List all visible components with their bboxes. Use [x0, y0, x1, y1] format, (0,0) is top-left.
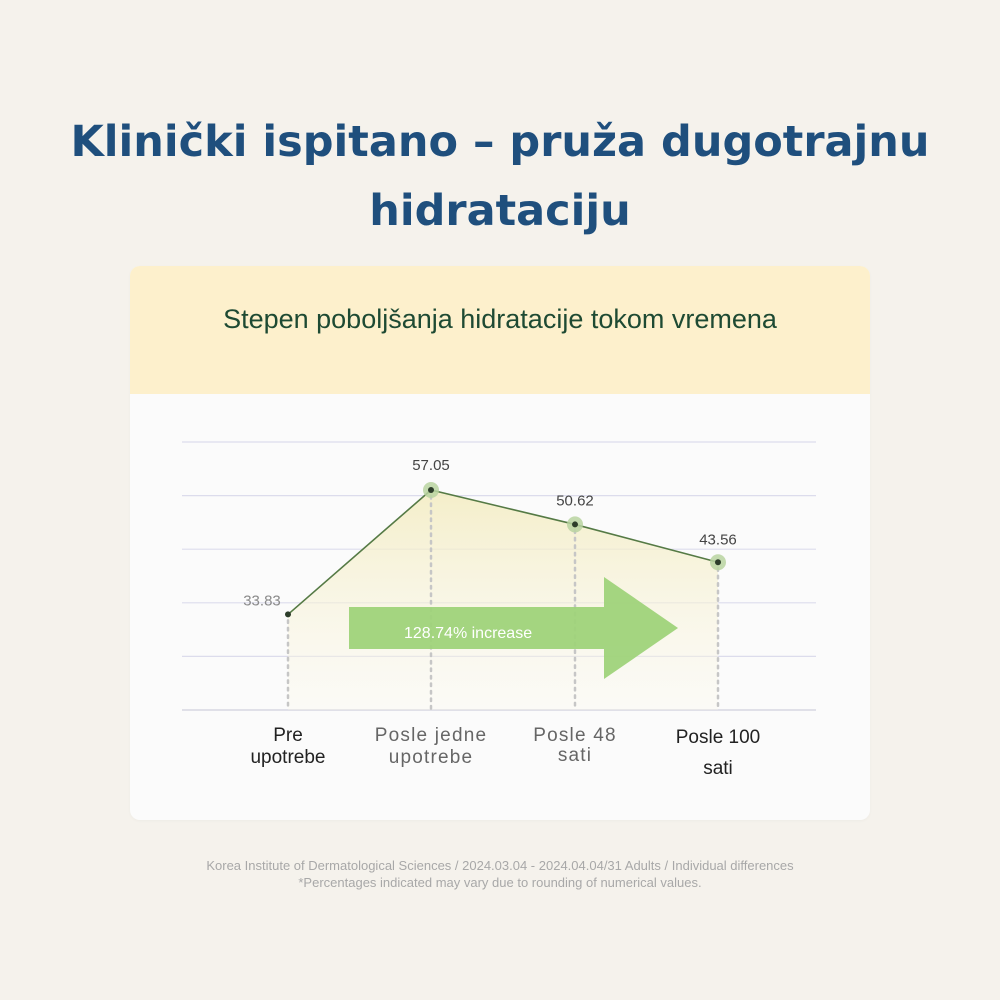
data-label: 43.56 — [699, 531, 737, 549]
x-tick-label: Posle 100 sati — [675, 727, 761, 779]
increase-annotation: 128.74% increase — [404, 625, 533, 642]
x-tick-label: Posle jedne upotrebe — [374, 725, 488, 768]
data-point — [285, 611, 291, 617]
data-point — [715, 559, 721, 565]
data-point — [572, 521, 578, 527]
chart-title: Stepen poboljšanja hidratacije tokom vremena — [223, 304, 777, 334]
data-label: 50.62 — [556, 492, 594, 510]
headline: Klinički ispitano – pruža dugotrajnu hidrataciju — [70, 117, 930, 236]
data-label: 33.83 — [243, 592, 281, 610]
area-fill — [288, 490, 718, 710]
x-tick-label: Posle 48 sati — [533, 725, 617, 766]
footer — [0, 857, 1000, 891]
footer-source: Korea Institute of Dermatological Sciences / 2024.03.04 - 2024.04.04/31 Adults / Individual differences — [206, 858, 794, 873]
chart-card — [130, 266, 870, 820]
data-point — [428, 487, 434, 493]
data-label: 57.05 — [412, 456, 450, 474]
footer-note: *Percentages indicated may vary due to rounding of numerical values. — [298, 875, 702, 890]
line-chart — [130, 266, 870, 820]
x-tick-label: Pre upotrebe — [250, 725, 326, 768]
